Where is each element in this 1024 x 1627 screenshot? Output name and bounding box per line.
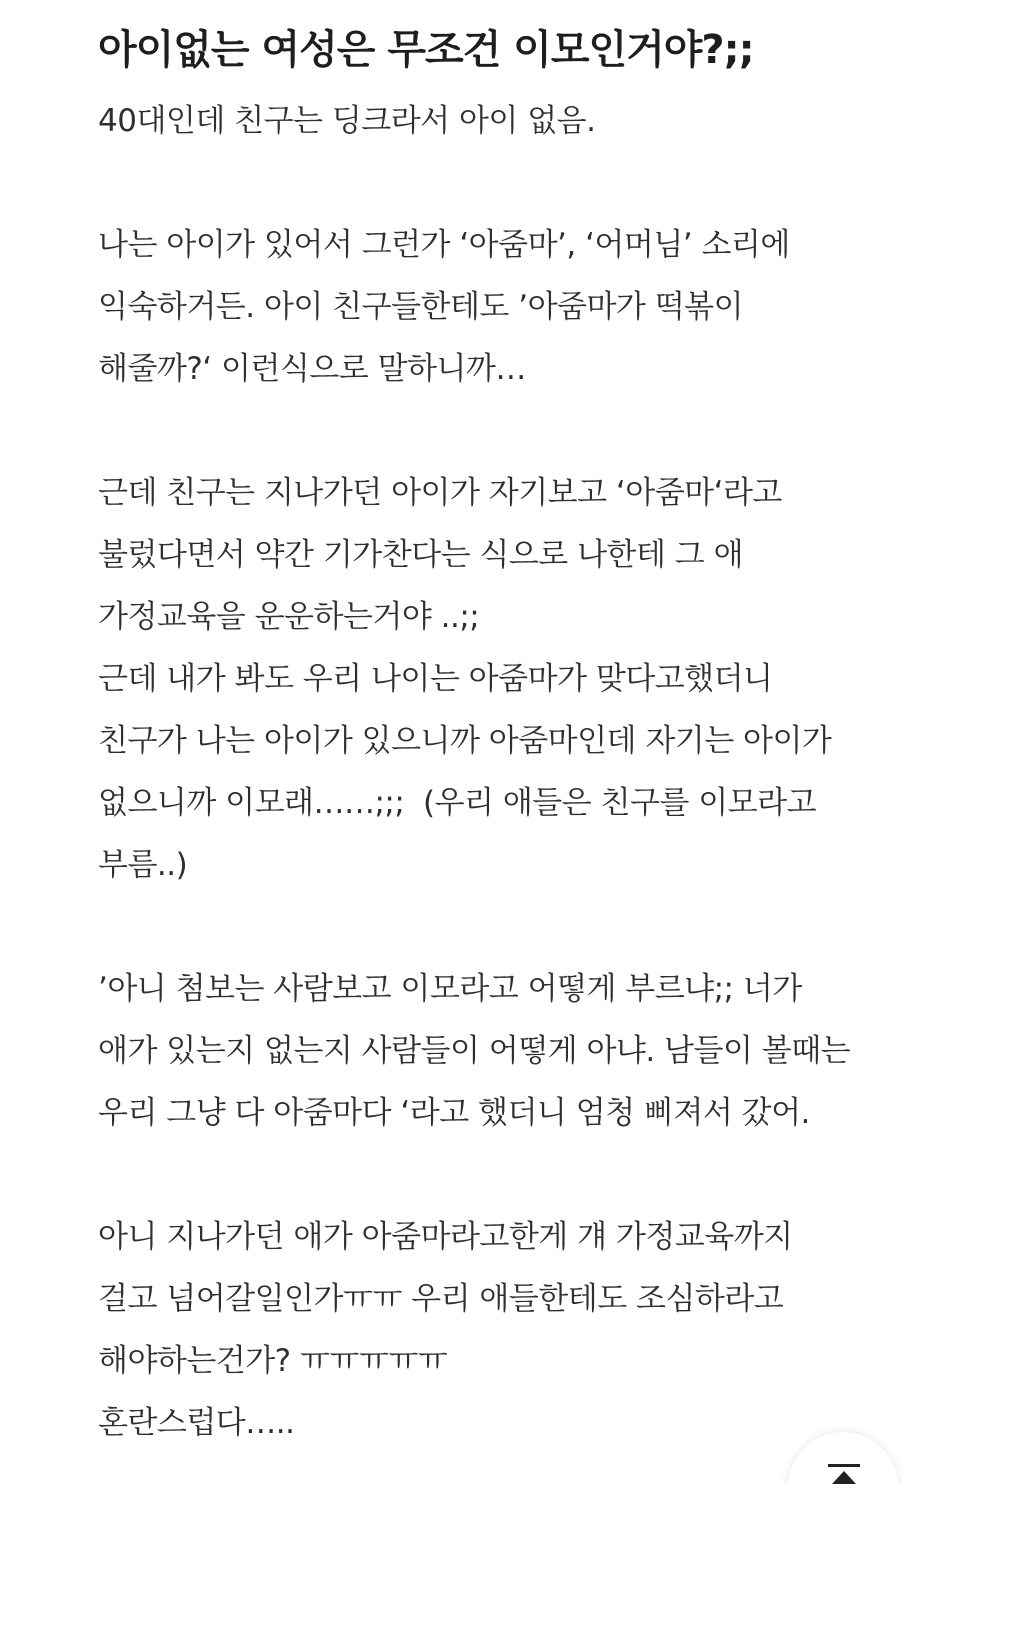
post-line: 40대인데 친구는 딩크라서 아이 없음. bbox=[98, 103, 596, 139]
post-line: 근데 친구는 지나가던 아이가 자기보고 ‘아줌마‘라고 bbox=[98, 475, 782, 511]
paragraph-spacer bbox=[98, 1144, 978, 1206]
post-title: 아이없는 여성은 무조건 이모인거야?;; bbox=[98, 27, 754, 73]
scroll-to-top-button[interactable] bbox=[788, 1432, 898, 1484]
post-content bbox=[98, 22, 978, 1454]
post-line: 걸고 넘어갈일인가ㅠㅠ 우리 애들한테도 조심하라고 bbox=[98, 1281, 784, 1317]
post-line: ’아니 첨보는 사람보고 이모라고 어떻게 부르냐;; 너가 bbox=[98, 971, 802, 1007]
post-line: 해야하는건가? ㅠㅠㅠㅠㅠ bbox=[98, 1343, 448, 1379]
post-body bbox=[98, 90, 978, 1454]
post-line: 우리 그냥 다 아줌마다 ‘라고 했더니 엄청 삐져서 갔어. bbox=[98, 1095, 810, 1131]
post-line: 친구가 나는 아이가 있으니까 아줌마인데 자기는 아이가 bbox=[98, 723, 832, 759]
post-line: 나는 아이가 있어서 그런가 ‘아줌마’, ‘어머님’ 소리에 bbox=[98, 227, 790, 263]
post-line: 불렀다면서 약간 기가찬다는 식으로 나한테 그 애 bbox=[98, 537, 744, 573]
post-line: 가정교육을 운운하는거야 ..;; bbox=[98, 599, 480, 635]
post-line: 해줄까?‘ 이런식으로 말하니까… bbox=[98, 351, 526, 387]
post-line: 혼란스럽다….. bbox=[98, 1405, 295, 1441]
paragraph-spacer bbox=[98, 400, 978, 462]
post-line: 없으니까 이모래……;;; (우리 애들은 친구를 이모라고 bbox=[98, 785, 817, 821]
post-line: 부름..) bbox=[98, 847, 188, 883]
post-line: 아니 지나가던 애가 아줌마라고한게 걔 가정교육까지 bbox=[98, 1219, 793, 1255]
scroll-top-container bbox=[770, 1420, 920, 1484]
paragraph-spacer bbox=[98, 896, 978, 958]
post-line: 근데 내가 봐도 우리 나이는 아줌마가 맞다고했더니 bbox=[98, 661, 773, 697]
bottom-area bbox=[0, 1484, 1024, 1627]
post-line: 익숙하거든. 아이 친구들한테도 ’아줌마가 떡볶이 bbox=[98, 289, 744, 325]
post-line: 애가 있는지 없는지 사람들이 어떻게 아냐. 남들이 볼때는 bbox=[98, 1033, 851, 1069]
arrow-up-to-top-icon bbox=[824, 1462, 864, 1484]
paragraph-spacer bbox=[98, 152, 978, 214]
